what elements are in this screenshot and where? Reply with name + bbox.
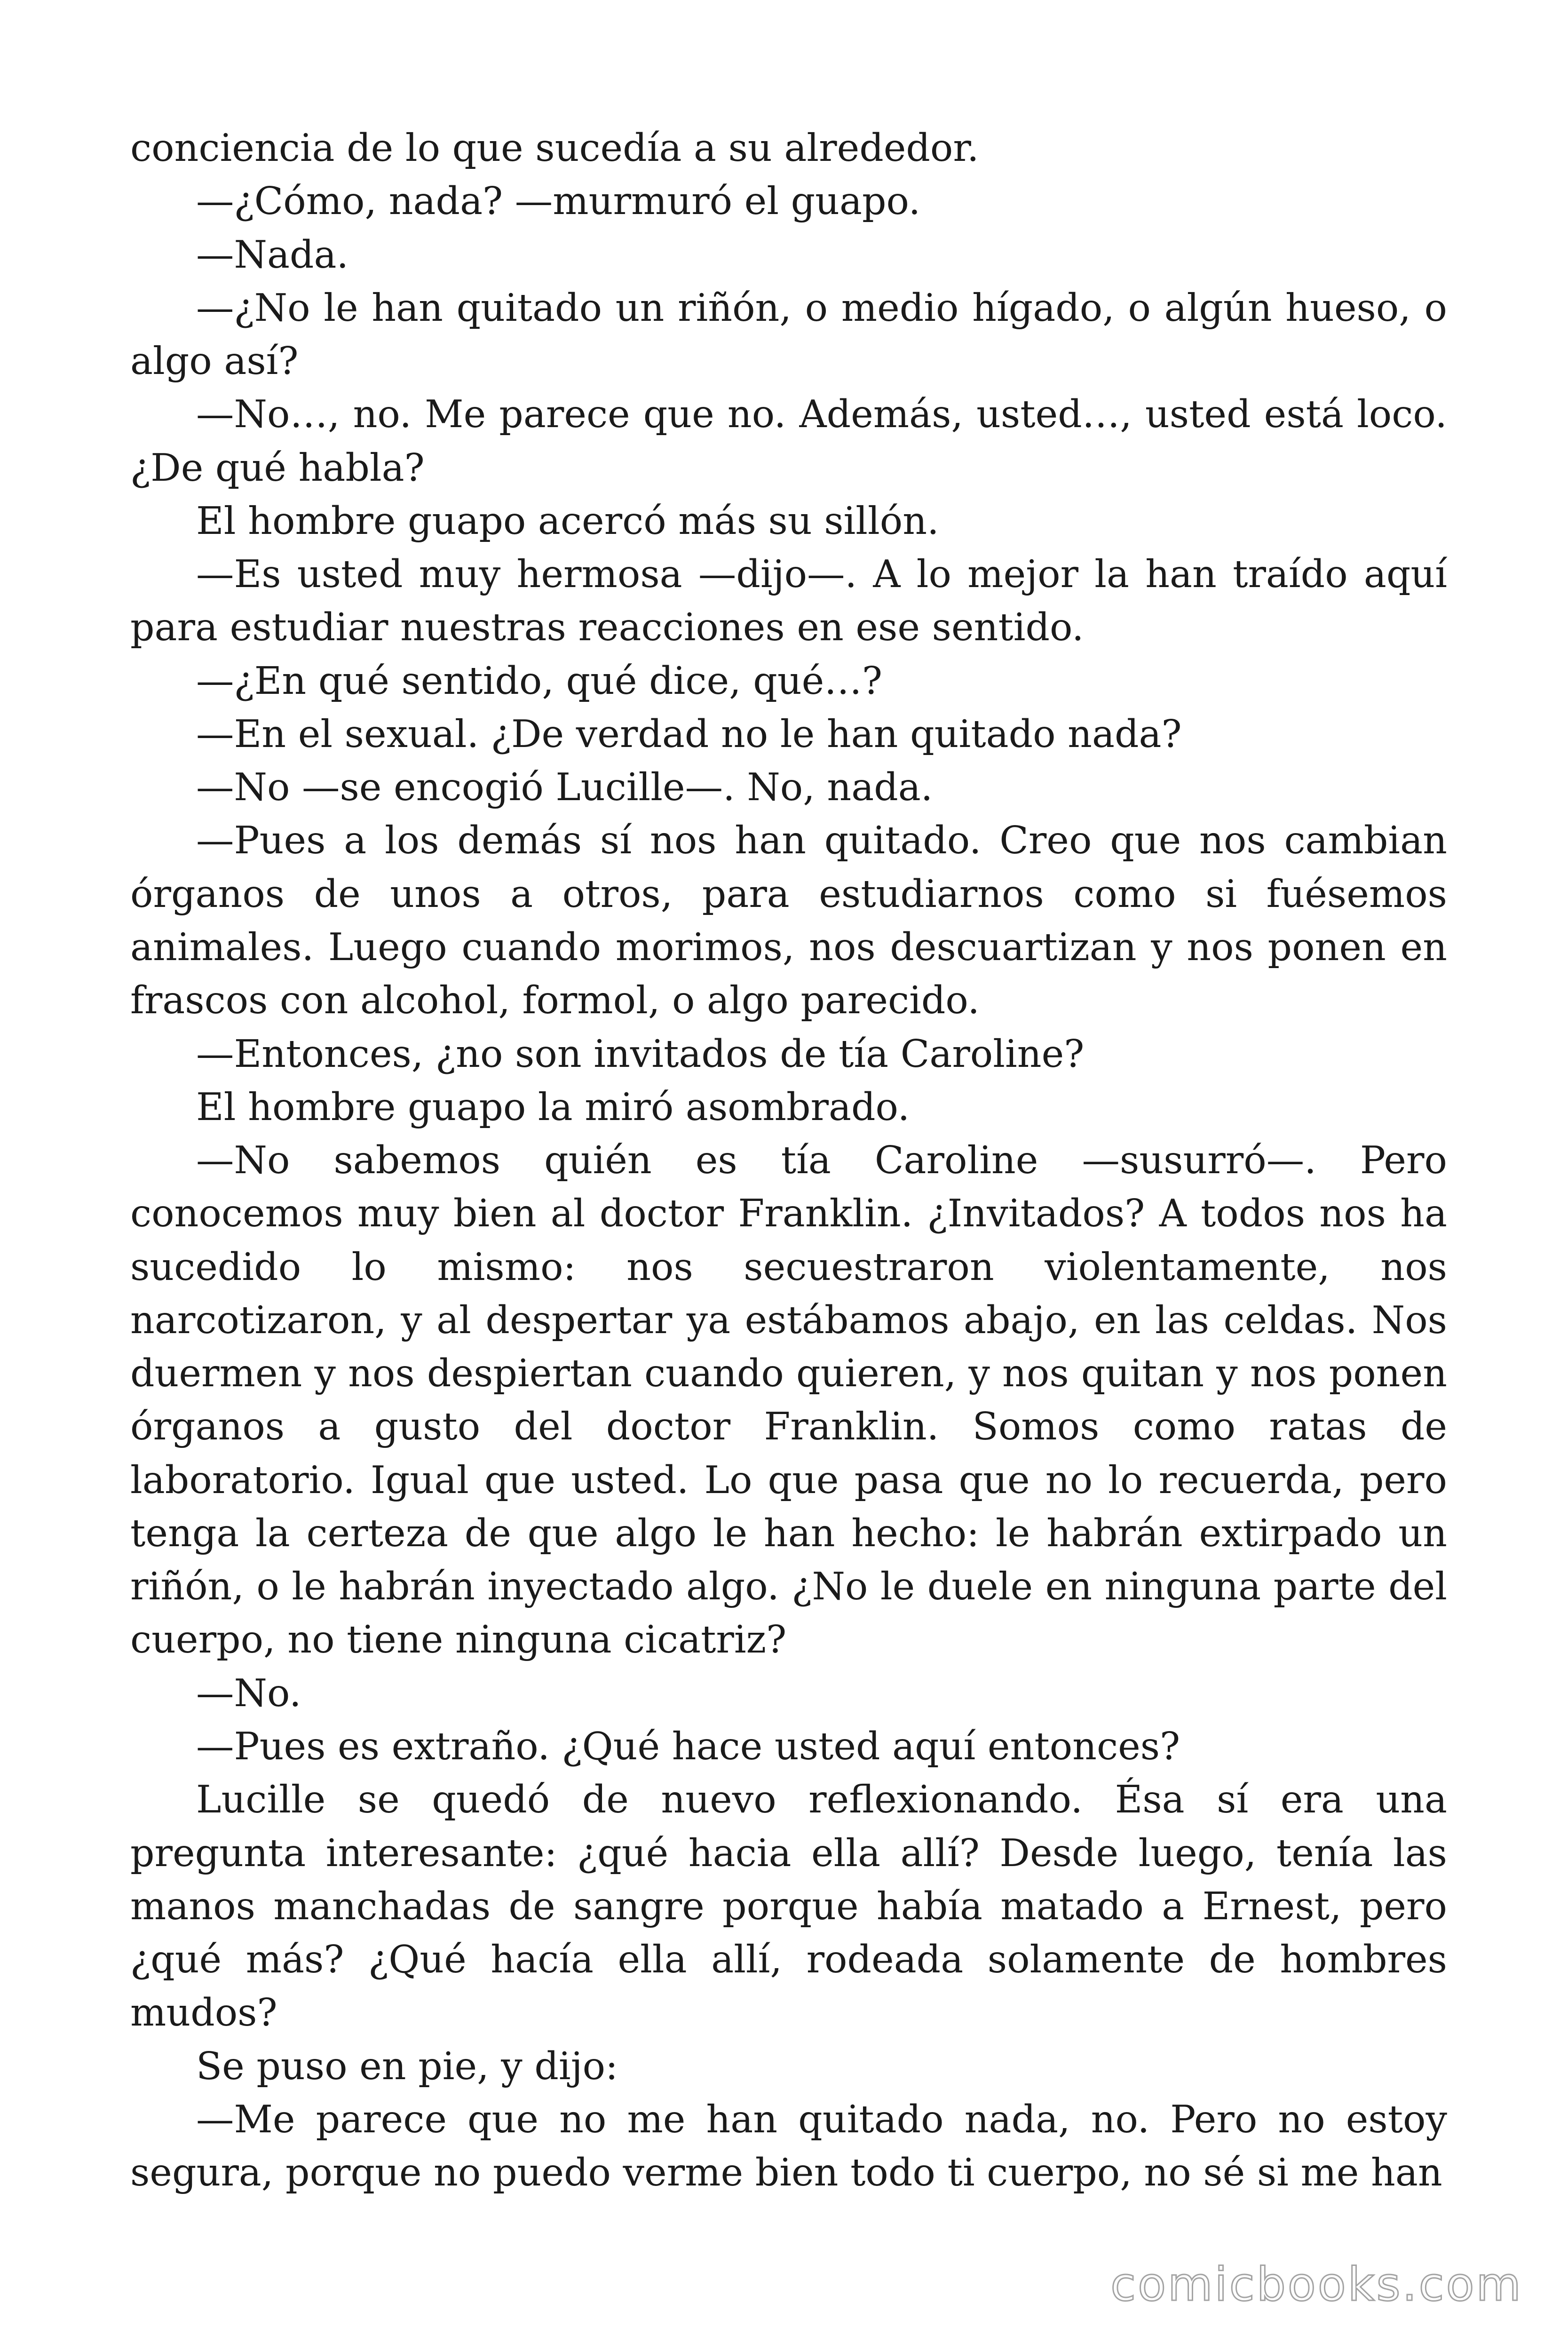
body-text: [130, 121, 1447, 2199]
paragraph: Lucille se quedó de nuevo reflexionando. Ésa sí era una pregunta interesante: ¿qué hacia ella allí? Desde luego, tenía las manos manchadas de sangre porque había matado a Ernest, pero ¿qué más? ¿Qué hacía ella allí, rodeada solamente de hombres mudos?: [130, 1777, 1447, 2035]
paragraph: conciencia de lo que sucedía a su alrededor.: [130, 126, 979, 170]
watermark-logo: comicbooks.com: [1110, 2258, 1523, 2312]
paragraph: —¿Cómo, nada? —murmuró el guapo.: [196, 179, 921, 223]
paragraph: —No —se encogió Lucille—. No, nada.: [196, 765, 933, 810]
paragraph: —Me parece que no me han quitado nada, no. Pero no estoy segura, porque no puedo verme bien todo ti cuerpo, no sé si me han: [130, 2097, 1447, 2195]
paragraph: Se puso en pie, y dijo:: [196, 2043, 618, 2088]
paragraph: —No sabemos quién es tía Caroline —susurró—. Pero conocemos muy bien al doctor Franklin. ¿Invitados? A todos nos ha sucedido lo mismo: nos secuestraron violentamente, nos narcotizaron, y al despertar ya estábamos abajo, en las celdas. Nos duermen y nos despiertan cuando quieren, y nos quitan y nos ponen órganos a gusto del doctor Franklin. Somos como ratas de laboratorio. Igual que usted. Lo que pasa que no lo recuerda, pero tenga la certeza de que algo le han hecho: le habrán extirpado un riñón, o le habrán inyectado algo. ¿No le duele en ninguna parte del cuerpo, no tiene ninguna cicatriz?: [130, 1138, 1447, 1662]
paragraph: —Nada.: [196, 232, 349, 277]
paragraph: El hombre guapo la miró asombrado.: [196, 1084, 910, 1129]
paragraph: —En el sexual. ¿De verdad no le han quitado nada?: [196, 711, 1182, 756]
paragraph: —Pues es extraño. ¿Qué hace usted aquí entonces?: [196, 1724, 1180, 1768]
paragraph: —Es usted muy hermosa —dijo—. A lo mejor la han traído aquí para estudiar nuestras reacciones en ese sentido.: [130, 552, 1447, 650]
paragraph: —¿En qué sentido, qué dice, qué…?: [196, 658, 882, 703]
paragraph: —No.: [196, 1670, 301, 1715]
paragraph: —No…, no. Me parece que no. Además, usted…, usted está loco. ¿De qué habla?: [130, 392, 1447, 490]
paragraph: —¿No le han quitado un riñón, o medio hígado, o algún hueso, o algo así?: [130, 285, 1447, 383]
paragraph: El hombre guapo acercó más su sillón.: [196, 498, 939, 543]
paragraph: —Entonces, ¿no son invitados de tía Caroline?: [196, 1031, 1085, 1076]
paragraph: —Pues a los demás sí nos han quitado. Creo que nos cambian órganos de unos a otros, para estudiarnos como si fuésemos animales. Luego cuando morimos, nos descuartizan y nos ponen en frascos con alcohol, formol, o algo parecido.: [130, 818, 1447, 1023]
